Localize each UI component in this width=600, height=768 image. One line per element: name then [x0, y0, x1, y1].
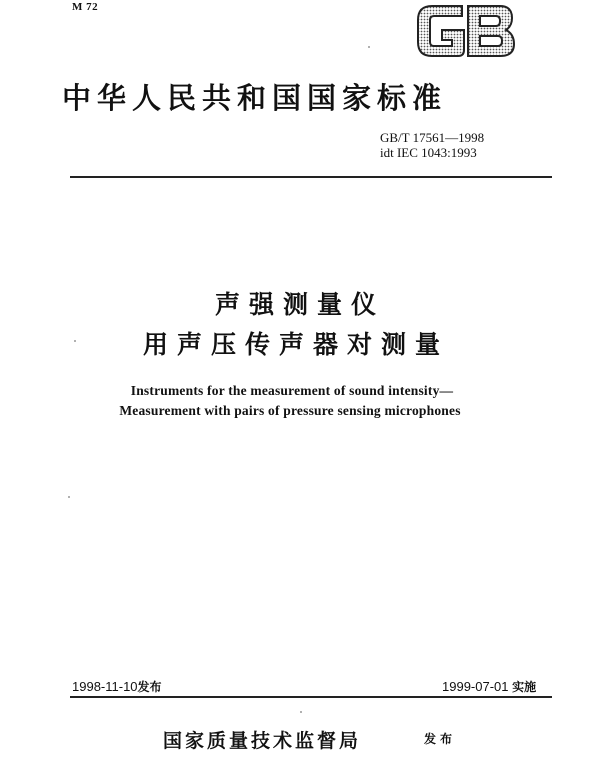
standard-number: GB/T 17561—1998	[380, 130, 485, 145]
publish-word: 发布	[424, 732, 457, 746]
gb-logo-graphic	[414, 0, 518, 62]
standard-number-block	[380, 130, 580, 160]
publisher: 国家质量技术监督局	[163, 730, 362, 752]
effective-date: 1999-07-01	[442, 679, 509, 694]
title-cn-line2: 用声压传声器对测量	[142, 330, 449, 359]
issue-date-block	[72, 678, 162, 695]
issue-date: 1998-11-10	[72, 679, 138, 694]
scan-speck	[300, 711, 302, 713]
effective-date-block	[442, 678, 536, 695]
title-cn-line1: 声强测量仪	[214, 290, 385, 319]
title-en-line1: Instruments for the measurement of sound intensity—	[130, 383, 454, 398]
scan-speck	[74, 340, 76, 342]
issue-word: 发布	[137, 680, 162, 694]
standard-title: 中华人民共和国国家标准	[62, 81, 448, 115]
scan-speck	[368, 46, 370, 48]
effective-word: 实施	[512, 680, 537, 694]
scan-speck	[68, 496, 70, 498]
equivalent-standard: idt IEC 1043:1993	[380, 145, 477, 160]
top-divider	[70, 176, 552, 178]
title-en-line2: Measurement with pairs of pressure sensing microphones	[119, 403, 461, 418]
bottom-divider	[70, 696, 552, 698]
gb-logo	[414, 0, 518, 62]
ics-code: M 72	[72, 1, 99, 13]
